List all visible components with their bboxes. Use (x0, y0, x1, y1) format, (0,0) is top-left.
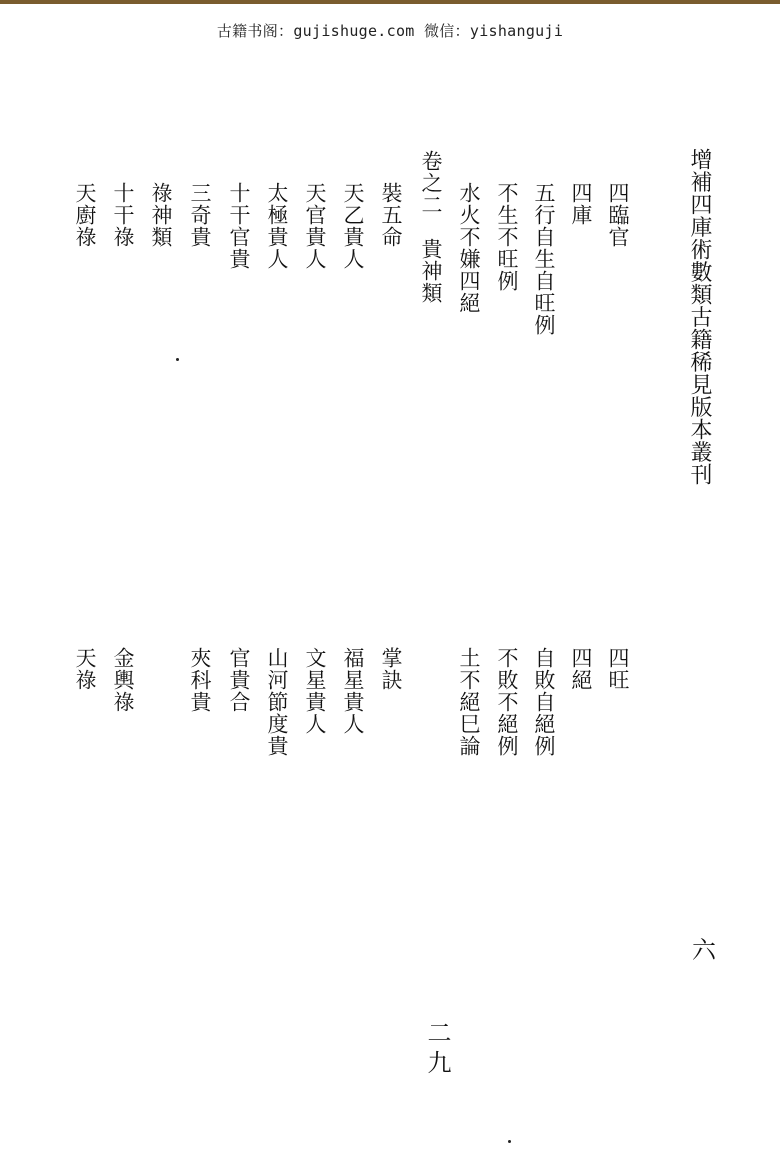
watermark: 古籍书阁：gujishuge.com 微信：yishanguji (216, 22, 564, 40)
ink-speck (508, 1140, 511, 1143)
toc-entry: 掌訣 (379, 647, 403, 691)
volume-heading: 卷之二 貴神類 (419, 150, 443, 304)
toc-entry: 十干官貴 (227, 182, 251, 270)
top-border (0, 0, 780, 4)
toc-entry: 不生不旺例 (495, 182, 519, 292)
toc-entry: 天乙貴人 (341, 182, 365, 270)
toc-entry: 太極貴人 (265, 182, 289, 270)
toc-entry: 五行自生自旺例 (532, 182, 556, 336)
toc-entry: 天廚祿 (73, 182, 97, 248)
toc-entry: 不敗不絕例 (495, 647, 519, 757)
toc-entry: 裝五命 (379, 182, 403, 248)
toc-entry: 三奇貴 (188, 182, 212, 248)
toc-entry: 金輿祿 (111, 647, 135, 713)
toc-entry: 四旺 (606, 647, 630, 691)
ink-speck (176, 358, 179, 361)
toc-entry: 天官貴人 (303, 182, 327, 270)
toc-entry: 四臨官 (606, 182, 630, 248)
toc-entry: 四絕 (569, 647, 593, 691)
toc-entry: 文星貴人 (303, 647, 327, 735)
toc-entry: 福星貴人 (341, 647, 365, 735)
toc-entry: 四庫 (569, 182, 593, 226)
toc-entry: 十干祿 (111, 182, 135, 248)
toc-entry: 夾科貴 (188, 647, 212, 713)
toc-entry: 山河節度貴 (265, 647, 289, 757)
toc-entry: 天祿 (73, 647, 97, 691)
section-heading: 祿神類 (149, 182, 173, 248)
toc-entry: 官貴合 (227, 647, 251, 713)
toc-entry: 自敗自絕例 (532, 647, 556, 757)
series-title: 增補四庫術數類古籍稀見版本叢刊 (687, 148, 712, 486)
folio-number: 二九 (423, 1020, 451, 1080)
page-number: 六 (692, 936, 716, 964)
toc-entry: 水火不嫌四絕 (457, 182, 481, 314)
toc-entry: 土不絕巳論 (457, 647, 481, 757)
